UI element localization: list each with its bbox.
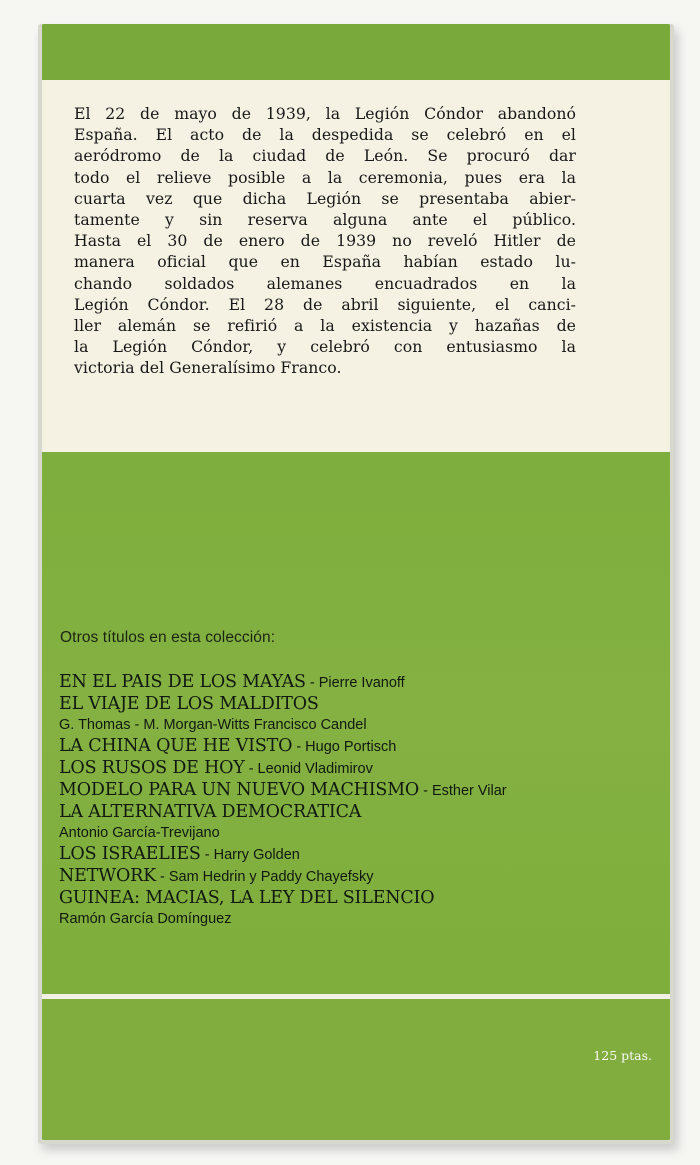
book-title: EL VIAJE DE LOS MALDITOS	[59, 694, 319, 714]
book-author: - Harry Golden	[200, 847, 300, 863]
book-author: - Pierre Ivanoff	[305, 675, 405, 691]
collection-item	[59, 887, 619, 909]
book-author: - Sam Hedrin y Paddy Chayefsky	[155, 869, 374, 885]
collection-author-line: Antonio García-Trevijano	[59, 825, 220, 841]
book-title: LOS RUSOS DE HOY	[59, 758, 245, 778]
synopsis-line: chando soldados alemanes encuadrados en la	[74, 273, 576, 293]
collection-item	[59, 693, 619, 715]
synopsis-line: todo el relieve posible a la ceremonia, pues era la	[74, 167, 576, 187]
collection-item	[59, 843, 619, 865]
book-title: MODELO PARA UN NUEVO MACHISMO	[59, 780, 420, 800]
synopsis-line: ller alemán se refirió a la existencia y hazañas de	[74, 316, 576, 336]
synopsis-text	[74, 103, 576, 379]
collection-item	[59, 801, 619, 823]
collection-author-line: Ramón García Domínguez	[59, 911, 232, 927]
book-title: LOS ISRAELIES	[59, 844, 201, 864]
book-title: NETWORK	[59, 866, 156, 886]
top-green-band	[42, 24, 670, 80]
book-author: - Leonid Vladimirov	[244, 761, 373, 777]
book-title: EN EL PAIS DE LOS MAYAS	[59, 672, 306, 692]
synopsis-line: la Legión Cóndor, y celebró con entusiasmo la	[74, 337, 576, 357]
collection-heading: Otros títulos en esta colección:	[60, 629, 276, 646]
synopsis-line: aeródromo de la ciudad de León. Se procuró dar	[74, 146, 576, 166]
synopsis-line: Hasta el 30 de enero de 1939 no reveló Hitler de	[74, 231, 576, 251]
collection-list	[59, 671, 619, 929]
bottom-green-band	[42, 999, 670, 1140]
book-title: LA ALTERNATIVA DEMOCRATICA	[59, 802, 362, 822]
collection-item	[59, 671, 619, 693]
synopsis-line: victoria del Generalísimo Franco.	[74, 358, 342, 378]
synopsis-line: manera oficial que en España habían estado lu-	[74, 252, 576, 272]
book-title: GUINEA: MACIAS, LA LEY DEL SILENCIO	[59, 888, 435, 908]
synopsis-line: tamente y sin reserva alguna ante el público.	[74, 210, 576, 230]
collection-author-line: G. Thomas - M. Morgan-Witts Francisco Candel	[59, 717, 367, 733]
price-label: 125 ptas.	[593, 1048, 652, 1063]
synopsis-line: cuarta vez que dicha Legión se presentaba abier-	[74, 188, 576, 208]
collection-item	[59, 779, 619, 801]
synopsis-line: España. El acto de la despedida se celebró en el	[74, 125, 576, 145]
collection-item	[59, 735, 619, 757]
book-title: LA CHINA QUE HE VISTO	[59, 736, 293, 756]
synopsis-line: Legión Cóndor. El 28 de abril siguiente, el canci-	[74, 294, 576, 314]
book-author: - Hugo Portisch	[292, 739, 397, 755]
synopsis-line: El 22 de mayo de 1939, la Legión Cóndor abandonó	[74, 104, 576, 123]
collection-item	[59, 757, 619, 779]
collection-item	[59, 865, 619, 887]
book-author: - Esther Vilar	[419, 783, 507, 799]
